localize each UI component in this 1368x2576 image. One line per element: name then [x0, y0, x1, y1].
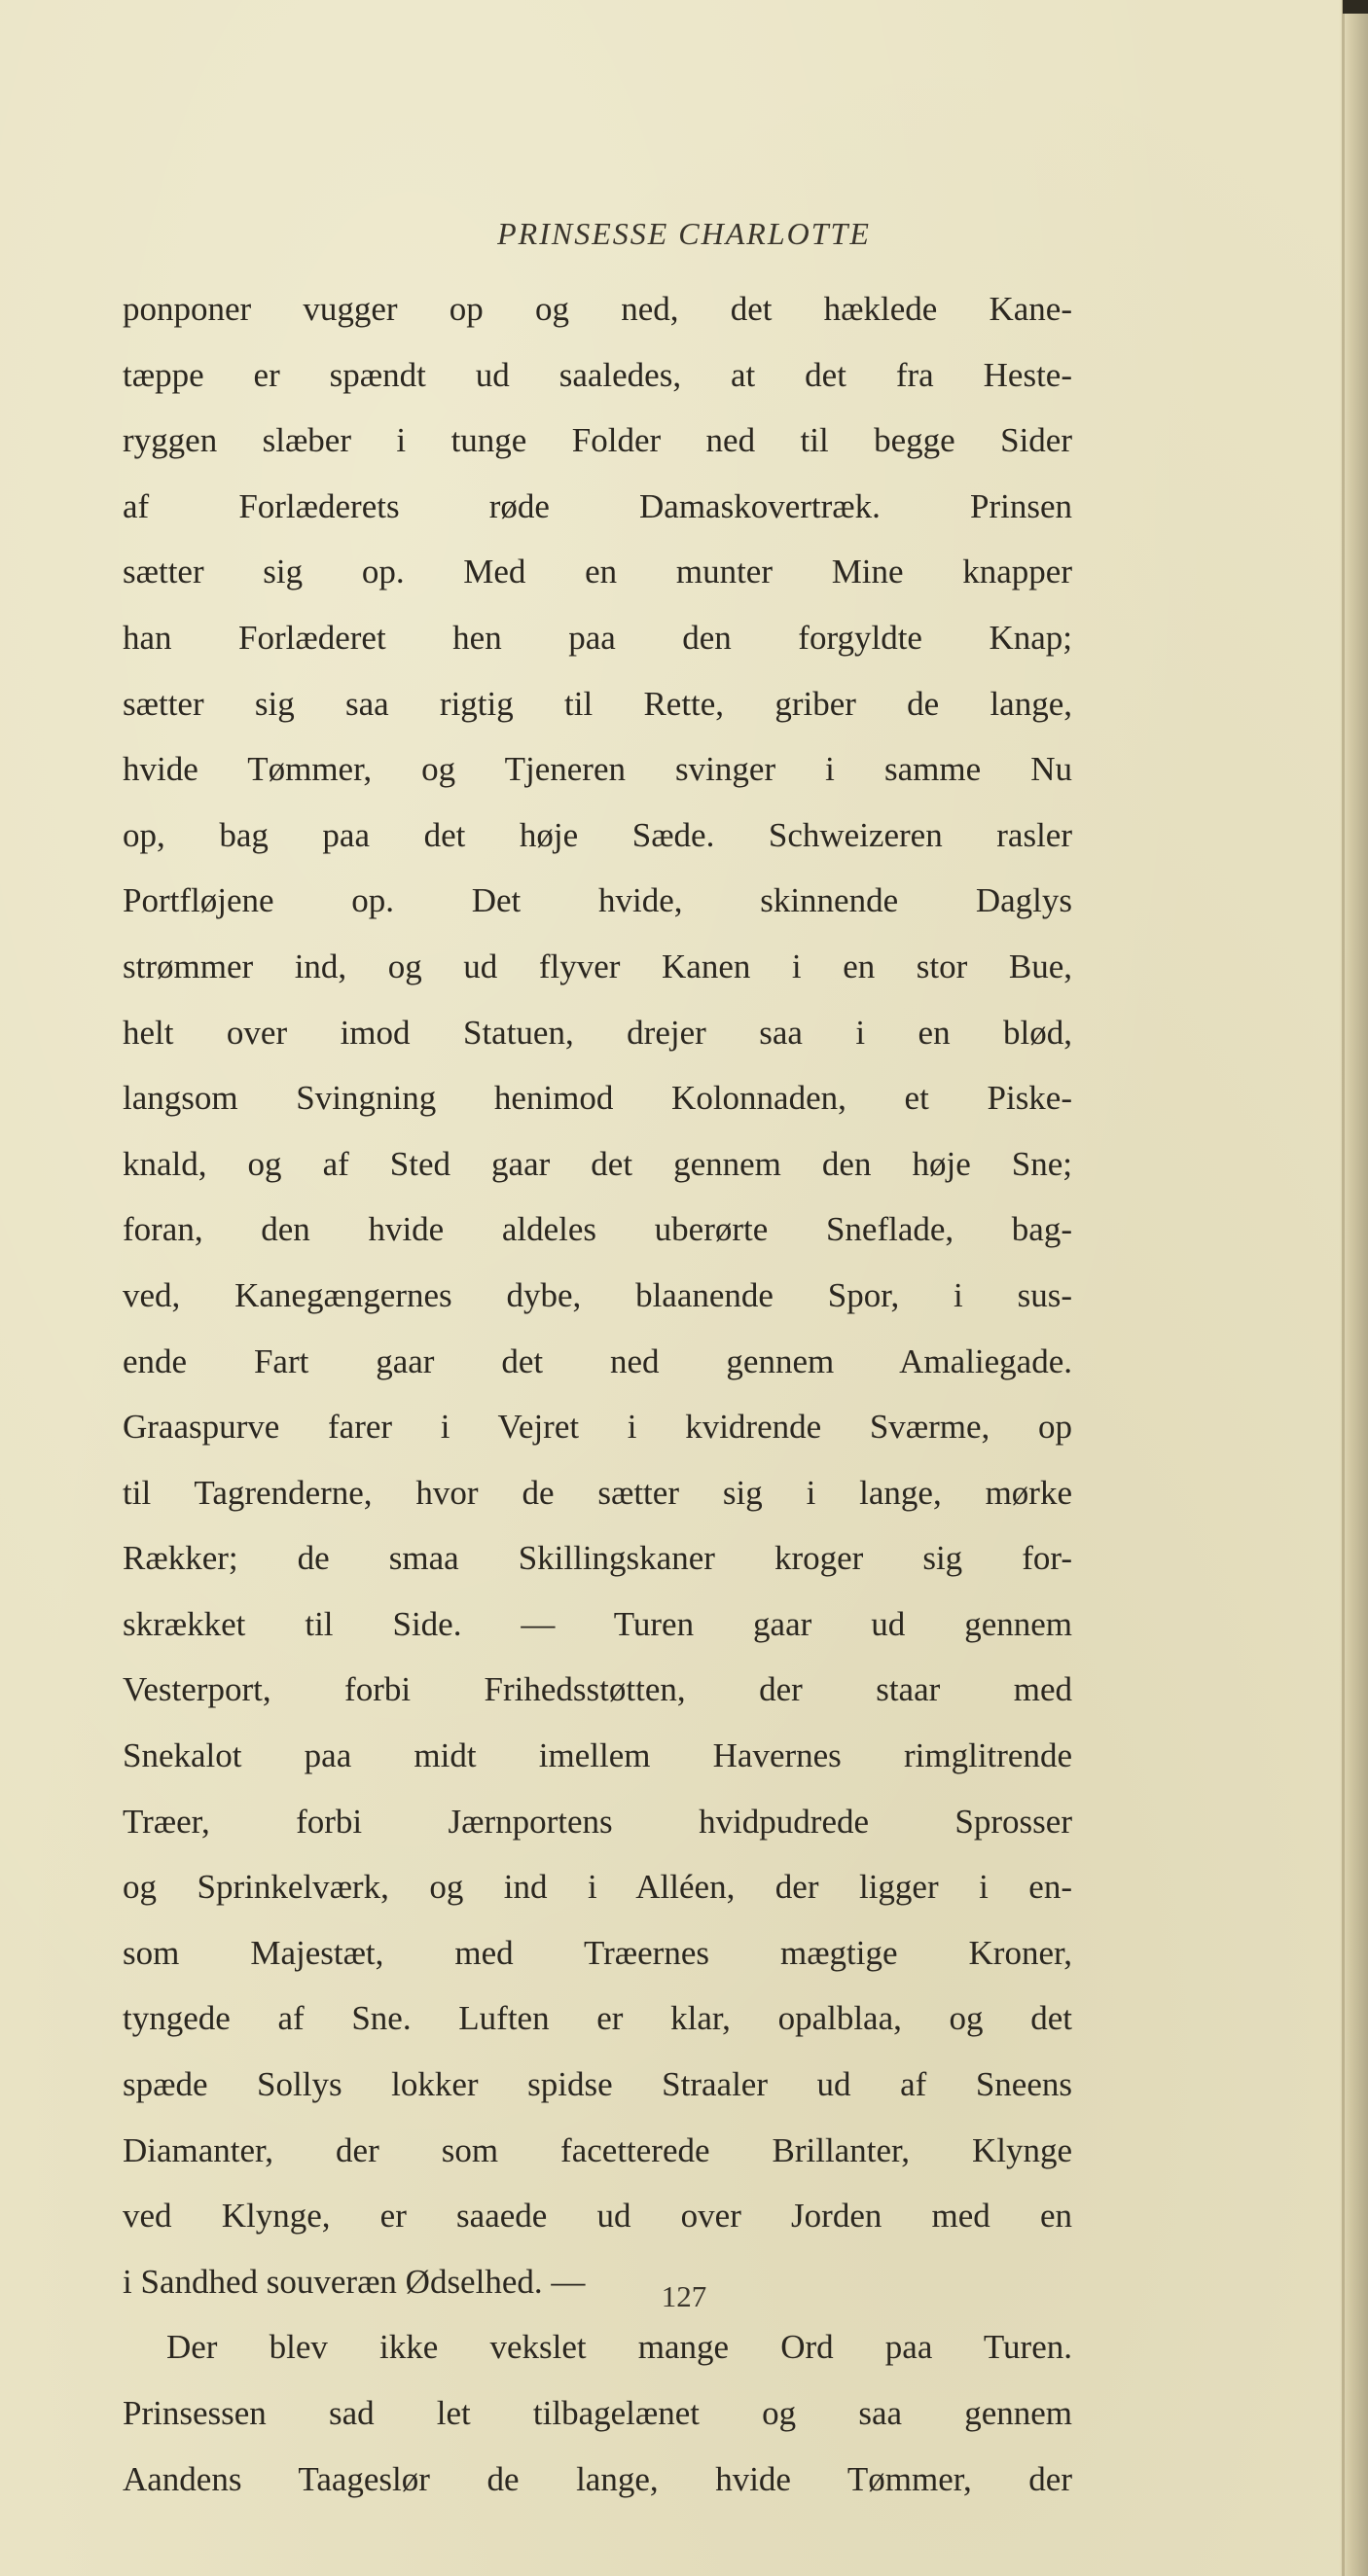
text-line: sætter sig saa rigtig til Rette, griber de lange,	[123, 684, 1072, 723]
text-line: Snekalot paa midt imellem Havernes rimglitrende	[123, 1736, 1072, 1775]
text-line: spæde Sollys lokker spidse Straaler ud af Sneens	[123, 2065, 1072, 2104]
text-line: ved, Kanegængernes dybe, blaanende Spor, i sus-	[123, 1275, 1072, 1314]
text-line: ponponer vugger op og ned, det hæklede Kane-	[123, 290, 1072, 328]
text-line: Vesterport, forbi Frihedsstøtten, der staar med	[123, 1670, 1072, 1709]
text-line: hvide Tømmer, og Tjeneren svinger i samme Nu	[123, 750, 1072, 789]
paragraph-end-line: i Sandhed souveræn Ødselhed. —	[123, 2262, 586, 2301]
text-line: Prinsessen sad let tilbagelænet og saa gennem	[123, 2394, 1072, 2432]
text-line: knald, og af Sted gaar det gennem den høje Sne;	[123, 1144, 1072, 1183]
text-line: Diamanter, der som facetterede Brillanter, Klynge	[123, 2130, 1072, 2169]
text-line: skrækket til Side. — Turen gaar ud gennem	[123, 1604, 1072, 1643]
text-line: Graaspurve farer i Vejret i kvidrende Sværme, op	[123, 1408, 1072, 1447]
text-line: og Sprinkelværk, og ind i Alléen, der ligger i en-	[123, 1868, 1072, 1907]
running-title: PRINSESSE CHARLOTTE	[497, 216, 871, 251]
text-line: op, bag paa det høje Sæde. Schweizeren rasler	[123, 815, 1072, 854]
text-line: til Tagrenderne, hvor de sætter sig i lange, mørke	[123, 1473, 1072, 1512]
body-text	[123, 276, 1072, 2512]
text-line: helt over imod Statuen, drejer saa i en blød,	[123, 1013, 1072, 1052]
text-line: ryggen slæber i tunge Folder ned til begge Sider	[123, 421, 1072, 460]
page-number: 127	[661, 2279, 707, 2313]
text-line: ende Fart gaar det ned gennem Amaliegade.	[123, 1342, 1072, 1380]
text-line: Aandens Taageslør de lange, hvide Tømmer, der	[123, 2459, 1072, 2498]
text-line: Portfløjene op. Det hvide, skinnende Daglys	[123, 881, 1072, 920]
page-edge-line	[1342, 0, 1345, 2576]
text-line: langsom Svingning henimod Kolonnaden, et Piske-	[123, 1079, 1072, 1118]
text-line: han Forlæderet hen paa den forgyldte Knap;	[123, 618, 1072, 657]
text-line: Rækker; de smaa Skillingskaner kroger sig for-	[123, 1539, 1072, 1578]
corner-mark	[1343, 0, 1368, 14]
text-line: som Majestæt, med Træernes mægtige Kroner,	[123, 1933, 1072, 1972]
text-line: tæppe er spændt ud saaledes, at det fra Heste-	[123, 355, 1072, 394]
paragraph-start-line: Der blev ikke vekslet mange Ord paa Turen.	[166, 2328, 1072, 2367]
text-line: Træer, forbi Jærnportens hvidpudrede Sprosser	[123, 1802, 1072, 1841]
text-line: af Forlæderets røde Damaskovertræk. Prinsen	[123, 486, 1072, 525]
text-line: foran, den hvide aldeles uberørte Sneflade, bag-	[123, 1210, 1072, 1249]
text-line: sætter sig op. Med en munter Mine knapper	[123, 553, 1072, 591]
text-line: ved Klynge, er saaede ud over Jorden med en	[123, 2197, 1072, 2236]
text-line: strømmer ind, og ud flyver Kanen i en stor Bue,	[123, 947, 1072, 985]
text-line: tyngede af Sne. Luften er klar, opalblaa, og det	[123, 1999, 1072, 2038]
